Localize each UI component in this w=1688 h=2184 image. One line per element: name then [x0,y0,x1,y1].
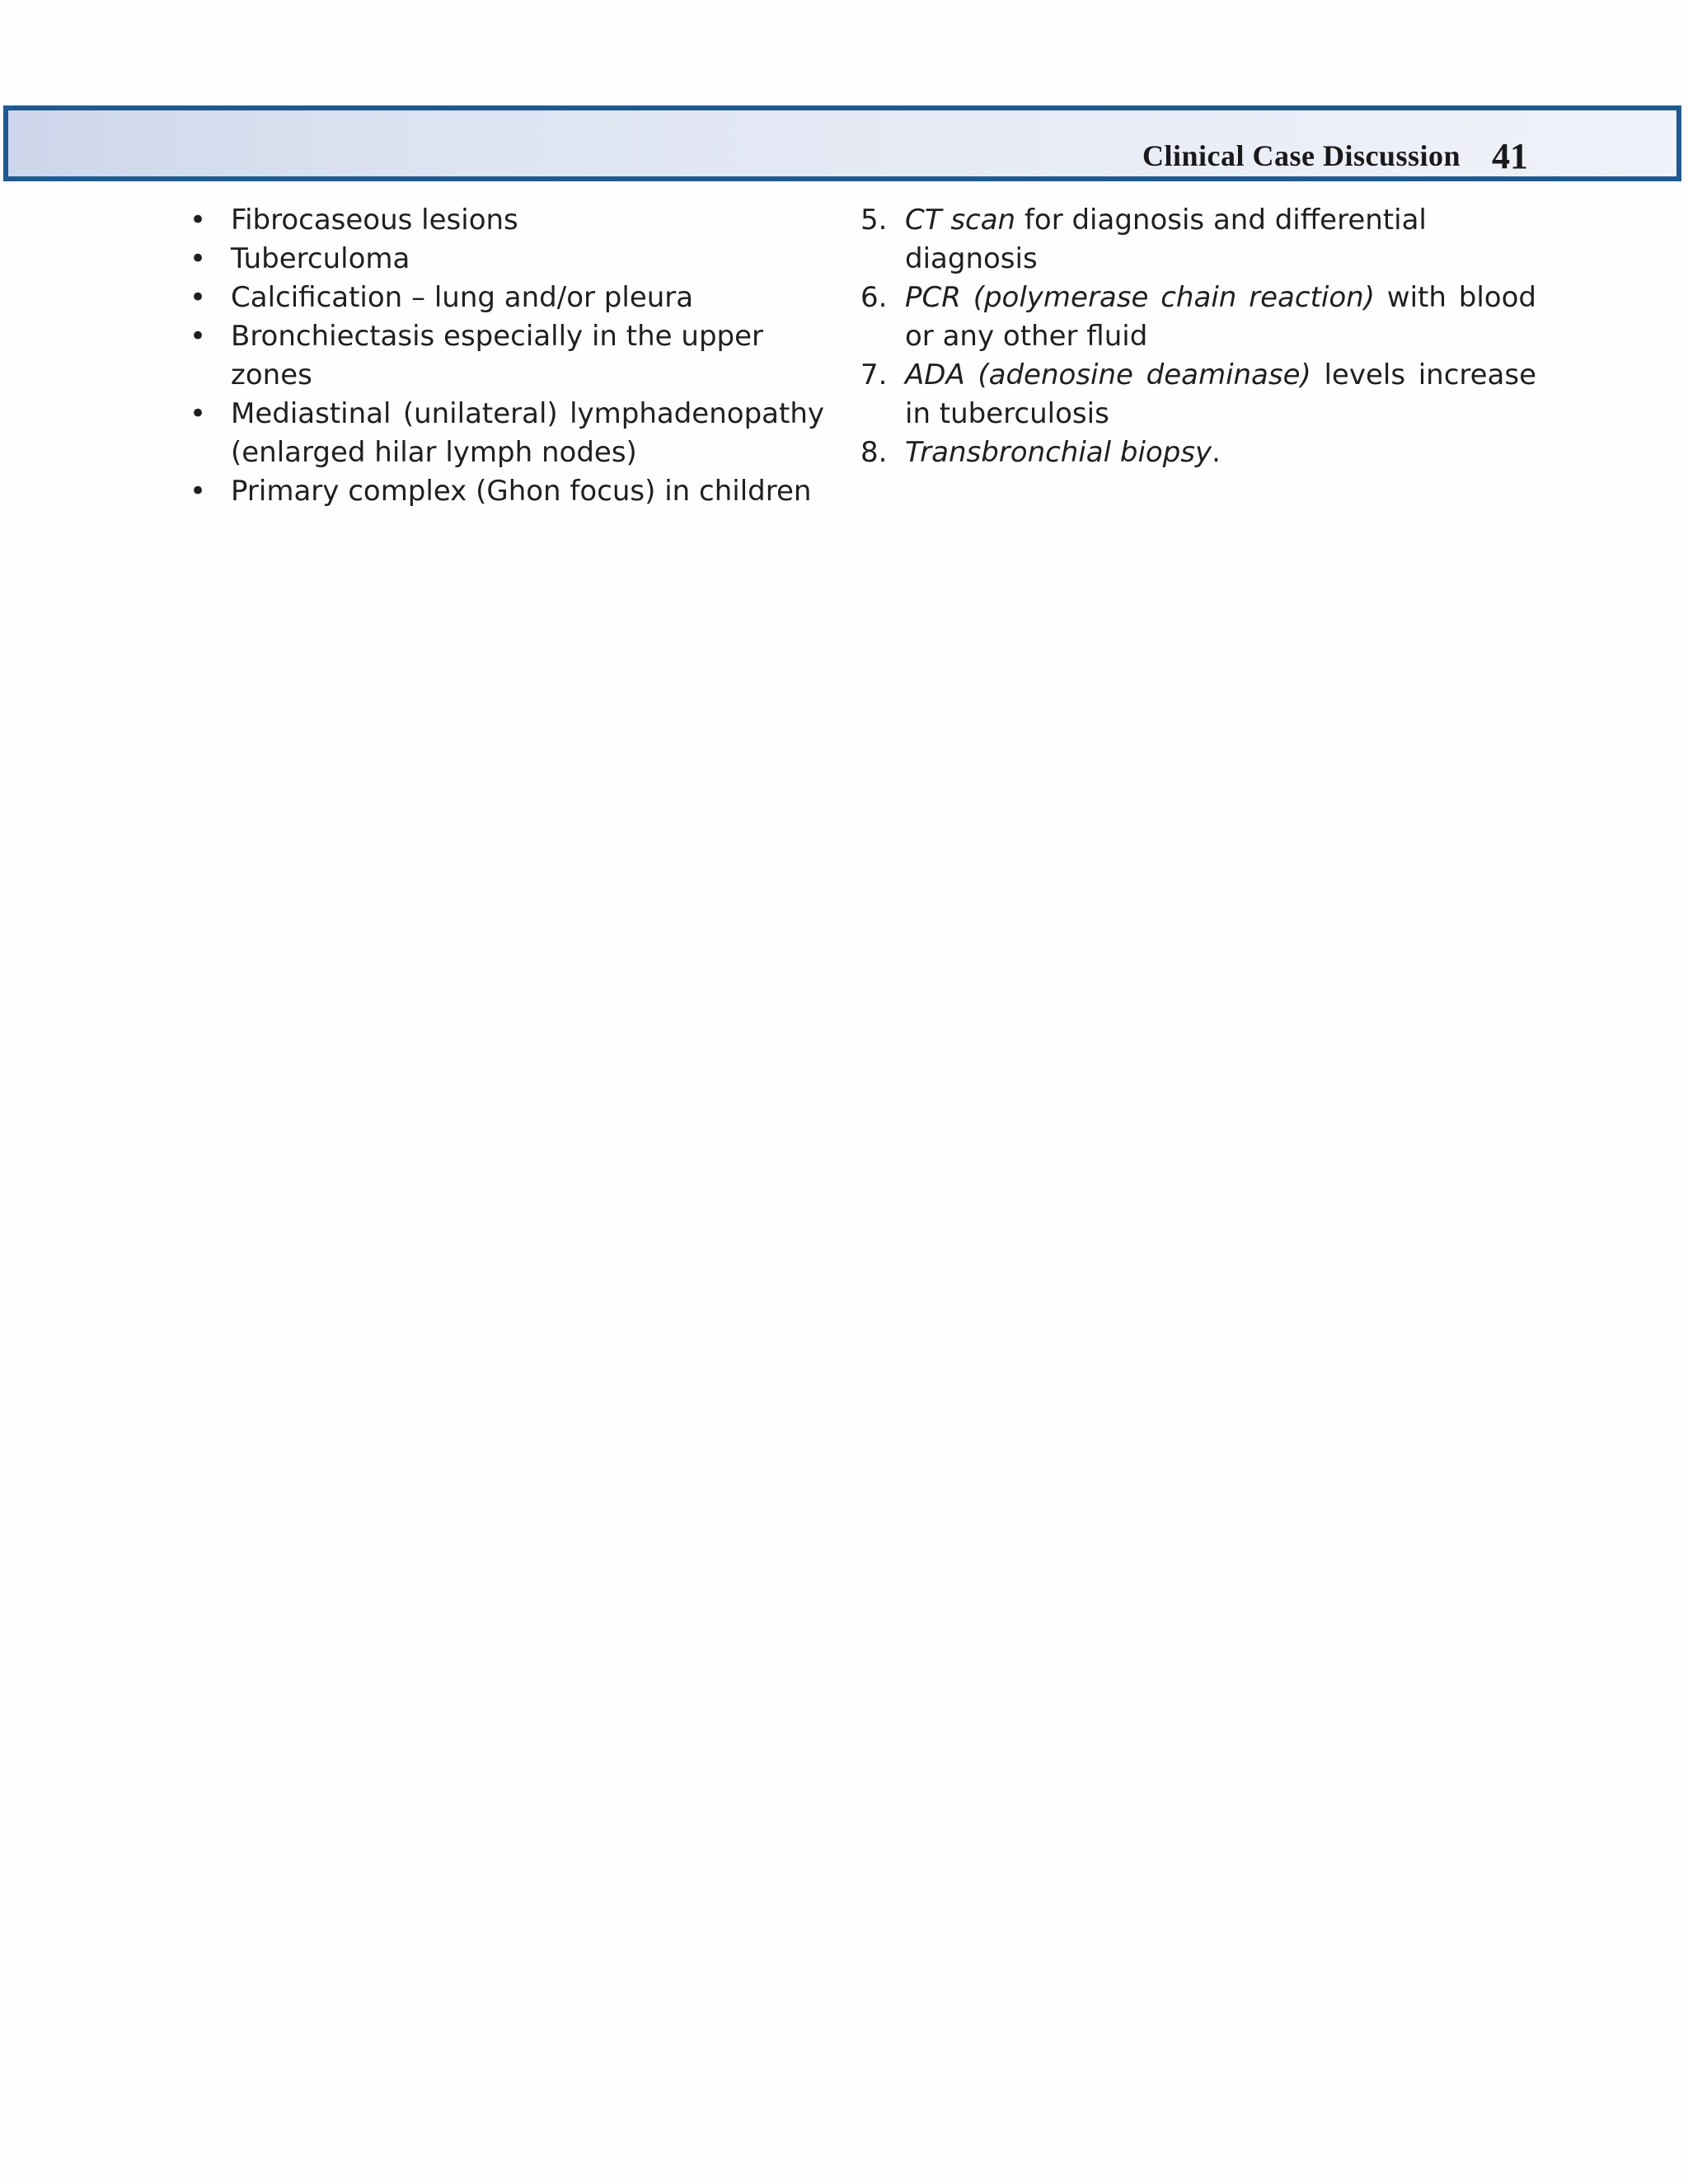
item-emphasis: CT scan [905,204,1016,237]
bullet-icon: • [190,242,207,275]
running-title: Clinical Case Discussion [1142,139,1461,172]
item-text: levels increase in tuberculosis [905,359,1536,430]
list-item-text: Fibrocaseous lesions [231,204,518,237]
list-item-text: Bronchiectasis especially in the upper zones [231,320,763,391]
list-item-text: Mediastinal (unilateral) lymphadenopathy (enlarged hilar lymph nodes) [231,397,824,469]
item-text: with blood or any other fluid [905,281,1536,353]
item-emphasis: ADA (adenosine deaminase) [905,359,1311,391]
bullet-icon: • [190,320,207,353]
item-emphasis: PCR (polymerase chain reaction) [905,281,1375,314]
list-item-text: Calcification – lung and/or pleura [231,281,694,314]
list-item [190,395,824,472]
bullet-icon: • [190,475,207,508]
numbered-item [860,356,1536,434]
item-emphasis: Transbronchial biopsy [905,436,1212,469]
item-number: 5. [860,204,888,237]
item-text: . [1212,436,1221,469]
running-header-band [3,105,1681,181]
item-number: 8. [860,436,888,469]
numbered-item [860,201,1536,279]
page-number: 41 [1492,135,1528,176]
numbered-item [860,279,1536,356]
item-text: for diagnosis and differential diagnosis [905,204,1427,275]
list-item [190,201,824,240]
list-item [190,279,824,317]
list-item-text: Primary complex (Ghon focus) in children [231,475,812,508]
right-column-numbered-list [860,201,1536,472]
list-item [190,472,824,511]
list-item [190,317,824,395]
bullet-icon: • [190,204,207,237]
running-header [1142,135,1528,176]
item-number: 6. [860,281,888,314]
list-item [190,240,824,279]
item-number: 7. [860,359,888,391]
bullet-icon: • [190,281,207,314]
numbered-item [860,434,1536,472]
bullet-icon: • [190,397,207,430]
left-column-bullet-list [190,201,824,511]
list-item-text: Tuberculoma [231,242,410,275]
